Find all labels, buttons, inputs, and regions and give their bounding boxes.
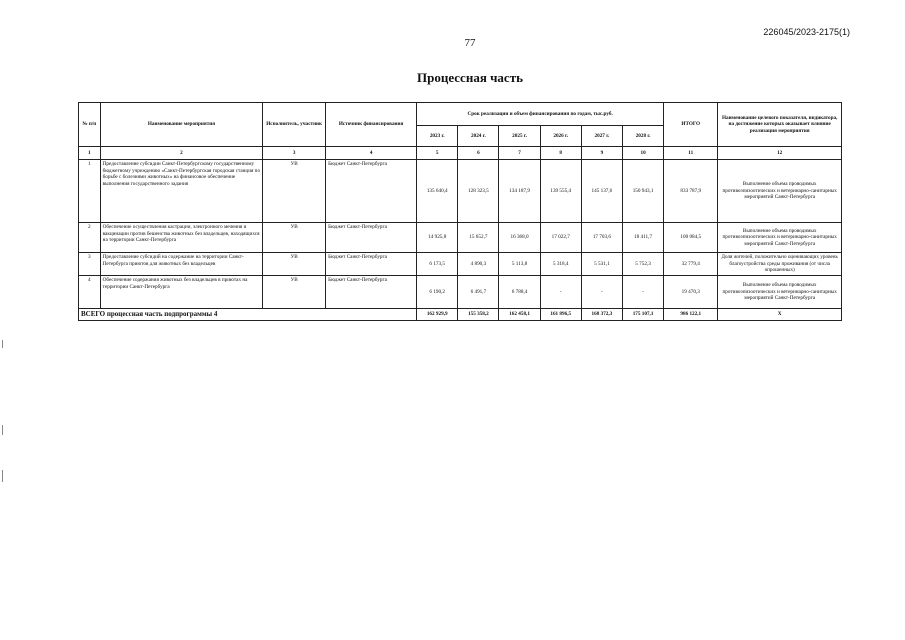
column-number: 2 bbox=[100, 147, 263, 160]
header-year: 2025 г. bbox=[499, 126, 540, 147]
row-total: 833 787,9 bbox=[664, 160, 718, 223]
column-number: 10 bbox=[622, 147, 663, 160]
row-value: - bbox=[622, 276, 663, 309]
header-source: Источник финансирования bbox=[326, 103, 417, 147]
total-grand-value: 986 122,1 bbox=[664, 309, 718, 321]
scan-mark bbox=[2, 425, 3, 435]
row-number: 2 bbox=[79, 223, 101, 253]
header-total: ИТОГО bbox=[664, 103, 718, 147]
column-number: 4 bbox=[326, 147, 417, 160]
row-total: 100 084,5 bbox=[664, 223, 718, 253]
row-value: 15 652,7 bbox=[458, 223, 499, 253]
header-year: 2027 г. bbox=[581, 126, 622, 147]
financing-table bbox=[78, 102, 842, 321]
row-value: 14 925,8 bbox=[417, 223, 458, 253]
row-source: Бюджет Санкт-Петербурга bbox=[326, 223, 417, 253]
row-name: Обеспечение осуществления кастрации, электронного мечения и вакцинации против бешенства животных без владельцев, находящихся на территории Санкт-Петербурга bbox=[100, 223, 263, 253]
header-name: Наименование мероприятия bbox=[100, 103, 263, 147]
header-indicator: Наименование целевого показателя, индикатора, на достижение которых оказывает влияние реализация мероприятия bbox=[718, 103, 842, 147]
row-value: 134 187,9 bbox=[499, 160, 540, 223]
column-number: 6 bbox=[458, 147, 499, 160]
column-number: 1 bbox=[79, 147, 101, 160]
row-value: 5 318,4 bbox=[540, 253, 581, 276]
row-value: 4 890,3 bbox=[458, 253, 499, 276]
table-row bbox=[79, 160, 842, 223]
row-indicator: Выполнение объема проводимых противоэпизоотических и ветеринарно-санитарных мероприятий Санкт-Петербурга bbox=[718, 223, 842, 253]
total-value: 162 458,1 bbox=[499, 309, 540, 321]
column-number: 5 bbox=[417, 147, 458, 160]
header-row bbox=[79, 103, 842, 126]
row-value: 139 555,4 bbox=[540, 160, 581, 223]
table-row bbox=[79, 276, 842, 309]
table-row bbox=[79, 253, 842, 276]
row-value: - bbox=[581, 276, 622, 309]
row-name: Предоставление субсидий на содержание на территории Санкт-Петербурга приютов для животных без владельцев bbox=[100, 253, 263, 276]
row-executor: УВ bbox=[263, 276, 326, 309]
total-value: 155 358,2 bbox=[458, 309, 499, 321]
header-year: 2023 г. bbox=[417, 126, 458, 147]
column-number: 7 bbox=[499, 147, 540, 160]
total-label: ВСЕГО процессная часть подпрограммы 4 bbox=[79, 309, 417, 321]
row-value: 17 022,7 bbox=[540, 223, 581, 253]
header-year: 2026 г. bbox=[540, 126, 581, 147]
header-year: 2024 г. bbox=[458, 126, 499, 147]
column-number: 9 bbox=[581, 147, 622, 160]
row-value: 5 531,1 bbox=[581, 253, 622, 276]
row-executor: УВ bbox=[263, 223, 326, 253]
total-value: 161 896,5 bbox=[540, 309, 581, 321]
total-value: 162 929,9 bbox=[417, 309, 458, 321]
row-value: 6 491,7 bbox=[458, 276, 499, 309]
row-source: Бюджет Санкт-Петербурга bbox=[326, 276, 417, 309]
row-indicator: Выполнение объема проводимых противоэпизоотических и ветеринарно-санитарных мероприятий Санкт-Петербурга bbox=[718, 160, 842, 223]
row-value: 17 703,6 bbox=[581, 223, 622, 253]
column-number-row bbox=[79, 147, 842, 160]
row-value: 5 113,8 bbox=[499, 253, 540, 276]
document-id: 226045/2023-2175(1) bbox=[763, 27, 850, 37]
column-number: 8 bbox=[540, 147, 581, 160]
total-indicator: Х bbox=[718, 309, 842, 321]
header-year: 2028 г. bbox=[622, 126, 663, 147]
row-total: 32 779,4 bbox=[664, 253, 718, 276]
row-source: Бюджет Санкт-Петербурга bbox=[326, 160, 417, 223]
row-source: Бюджет Санкт-Петербурга bbox=[326, 253, 417, 276]
row-value: - bbox=[540, 276, 581, 309]
table-row bbox=[79, 223, 842, 253]
row-value: 6 173,5 bbox=[417, 253, 458, 276]
page-number: 77 bbox=[464, 37, 476, 49]
scan-mark bbox=[2, 470, 3, 482]
total-value: 175 107,1 bbox=[622, 309, 663, 321]
row-value: 150 943,1 bbox=[622, 160, 663, 223]
header-period: Срок реализации и объем финансирования по годам, тыс.руб. bbox=[417, 103, 664, 126]
row-total: 19 470,3 bbox=[664, 276, 718, 309]
row-name: Обеспечение содержания животных без владельцев в приютах на территории Санкт-Петербурга bbox=[100, 276, 263, 309]
row-indicator: Выполнение объема проводимых противоэпизоотических и ветеринарно-санитарных мероприятий Санкт-Петербурга bbox=[718, 276, 842, 309]
row-executor: УВ bbox=[263, 253, 326, 276]
header-num: № п/п bbox=[79, 103, 101, 147]
row-value: 135 640,4 bbox=[417, 160, 458, 223]
column-number: 11 bbox=[664, 147, 718, 160]
page-title: Процессная часть bbox=[417, 70, 523, 85]
row-value: 16 368,0 bbox=[499, 223, 540, 253]
total-value: 168 372,3 bbox=[581, 309, 622, 321]
row-value: 18 411,7 bbox=[622, 223, 663, 253]
row-number: 1 bbox=[79, 160, 101, 223]
row-value: 6 788,4 bbox=[499, 276, 540, 309]
scan-mark bbox=[2, 340, 3, 348]
row-indicator: Доля жителей, положительно оценивающих уровень благоустройства среды проживания (от числа опрошенных) bbox=[718, 253, 842, 276]
row-name: Предоставление субсидии Санкт-Петербургскому государственному бюджетному учреждению «Санкт-Петербургская городская станция по борьбе с болезнями животных» на финансовое обеспечение выполнения государственного задания bbox=[100, 160, 263, 223]
row-number: 3 bbox=[79, 253, 101, 276]
row-number: 4 bbox=[79, 276, 101, 309]
row-value: 145 137,6 bbox=[581, 160, 622, 223]
row-value: 6 190,2 bbox=[417, 276, 458, 309]
column-number: 3 bbox=[263, 147, 326, 160]
header-executor: Исполнитель, участник bbox=[263, 103, 326, 147]
row-value: 128 323,5 bbox=[458, 160, 499, 223]
row-value: 5 752,3 bbox=[622, 253, 663, 276]
total-row bbox=[79, 309, 842, 321]
row-executor: УВ bbox=[263, 160, 326, 223]
column-number: 12 bbox=[718, 147, 842, 160]
